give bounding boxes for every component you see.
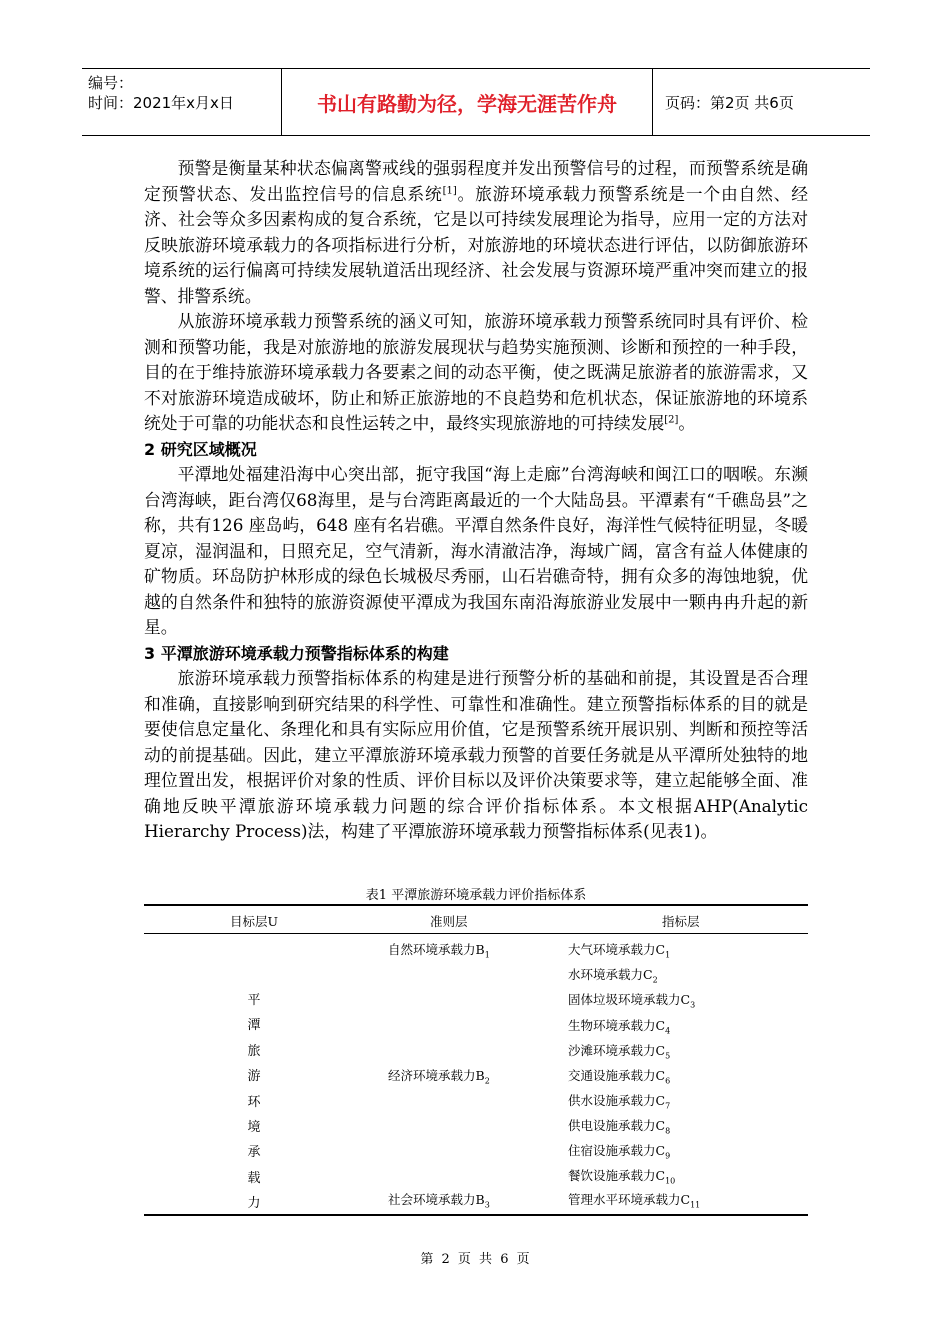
goal-column: [242, 988, 266, 1217]
indicator-item: 管理水平环境承载力$C_{11}$: [568, 1192, 701, 1210]
paragraph-4: 旅游环境承载力预警指标体系的构建是进行预警分析的基础和前提，其设置是否合理和准确，直接影响到研究结果的科学性、可靠性和准确性。建立预警指标体系的目的就是要使信息定量化、条理化和具有实际应用价值，它是预警系统开展识别、判断和预控等活动的前提基础。因此，建立平潭旅游环境承载力预警的首要任务就是从平潭所处独特的地理位置出发，根据评价对象的性质、评价目标以及评价决策要求等，建立起能够全面、准确地反映平潭旅游环境承载力问题的综合评价指标体系。本文根据AHP(Analytic Hierarchy Process)法，构建了平潭旅游环境承载力预警指标体系(见表1)。: [144, 668, 808, 841]
goal-char: 境: [247, 1119, 261, 1135]
page-header: [82, 68, 870, 136]
citation-2: [2]: [664, 414, 679, 426]
goal-char: 环: [247, 1094, 261, 1110]
header-meta: [82, 69, 282, 135]
indicator-item: 大气环境承载力$C_1$: [568, 942, 671, 960]
indicator-item: 交通设施承载力$C_6$: [568, 1068, 671, 1086]
indicator-item: 沙滩环境承载力$C_5$: [568, 1043, 671, 1061]
indicator-item: 住宿设施承载力$C_9$: [568, 1143, 671, 1161]
section-heading-3: 3 平潭旅游环境承载力预警指标体系的构建: [144, 643, 449, 663]
table-header-rule: [144, 933, 808, 934]
goal-char: 平: [247, 993, 261, 1008]
indicator-item: 生物环境承载力$C_4$: [568, 1018, 671, 1036]
criteria-item: 自然环境承载力$B_1$: [388, 942, 490, 960]
indicator-item: 固体垃圾环境承载力$C_3$: [568, 992, 696, 1010]
paragraph-1: 预警是衡量某种状态偏离警戒线的强弱程度并发出预警信号的过程，而预警系统是确定预警状态、发出监控信号的信息系统[1]。旅游环境承载力预警系统是一个由自然、经济、社会等众多因素构成的复合系统，它是以可持续发展理论为指导，应用一定的方法对反映旅游环境承载力的各项指标进行分析，对旅游地的环境状态进行评估，以防御旅游环境系统的运行偏离可持续发展轨道活出现经济、社会发展与资源环境严重冲突而建立的报警、排警系统。: [144, 158, 808, 306]
table-caption: 表1 平潭旅游环境承载力评价指标体系: [365, 888, 587, 903]
body-text: [144, 156, 808, 845]
indicator-item: 供水设施承载力$C_7$: [568, 1093, 671, 1111]
column-header-goal: 目标层U: [230, 914, 279, 929]
section-heading-2: 2 研究区域概况: [144, 439, 257, 459]
indicator-item: 餐饮设施承载力$C_{10}$: [568, 1168, 676, 1186]
header-motto: 书山有路勤为径，学海无涯苦作舟: [282, 69, 653, 135]
goal-char: 游: [247, 1069, 261, 1085]
criteria-item: 经济环境承载力$B_2$: [388, 1068, 490, 1086]
date-label: 时间：2021年x月x日: [88, 94, 234, 112]
citation-1: [1]: [442, 184, 457, 196]
page-footer: 第 2 页 共 6 页: [420, 1252, 530, 1267]
paragraph-3: 平潭地处福建沿海中心突出部，扼守我国“海上走廊”台湾海峡和闽江口的咽喉。东濒台湾海峡，距台湾仅68海里，是与台湾距离最近的一个大陆岛县。平潭素有“千礁岛县”之称，共有126 座岛屿，648 座有名岩礁。平潭自然条件良好，海洋性气候特征明显，冬暖夏凉，湿润温和，日照充足，空气清新，海水清澈洁净，海域广阔，富含有益人体健康的矿物质。环岛防护林形成的绿色长城极尽秀丽，山石岩礁奇特，拥有众多的海蚀地貌，优越的自然条件和独特的旅游资源使平潭成为我国东南沿海旅游业发展中一颗冉冉升起的新星。: [144, 464, 808, 637]
goal-char: 承: [247, 1145, 261, 1161]
code-label: 编号：: [88, 74, 134, 92]
header-page-label: 页码：第2页 共6页: [665, 93, 794, 112]
indicator-item: 水环境承载力$C_2$: [568, 967, 658, 985]
column-header-criteria: 准则层: [430, 914, 468, 929]
goal-char: 旅: [247, 1043, 261, 1059]
column-header-indicator: 指标层: [662, 914, 700, 929]
indicator-table: [144, 904, 808, 1216]
paragraph-2: 从旅游环境承载力预警系统的涵义可知，旅游环境承载力预警系统同时具有评价、检测和预警功能，我是对旅游地的旅游发展现状与趋势实施预测、诊断和预控的一种手段，目的在于维持旅游环境承载力各要素之间的动态平衡，使之既满足旅游者的旅游需求，又不对旅游环境造成破坏，防止和矫正旅游地的不良趋势和危机状态，保证旅游地的环境系统处于可靠的功能状态和良性运转之中，最终实现旅游地的可持续发展[2]。: [144, 311, 808, 433]
goal-char: 潭: [247, 1018, 261, 1034]
goal-char: 力: [247, 1196, 261, 1212]
goal-char: 载: [247, 1170, 261, 1186]
criteria-item: 社会环境承载力$B_3$: [388, 1192, 490, 1210]
indicator-item: 供电设施承载力$C_8$: [568, 1118, 671, 1136]
